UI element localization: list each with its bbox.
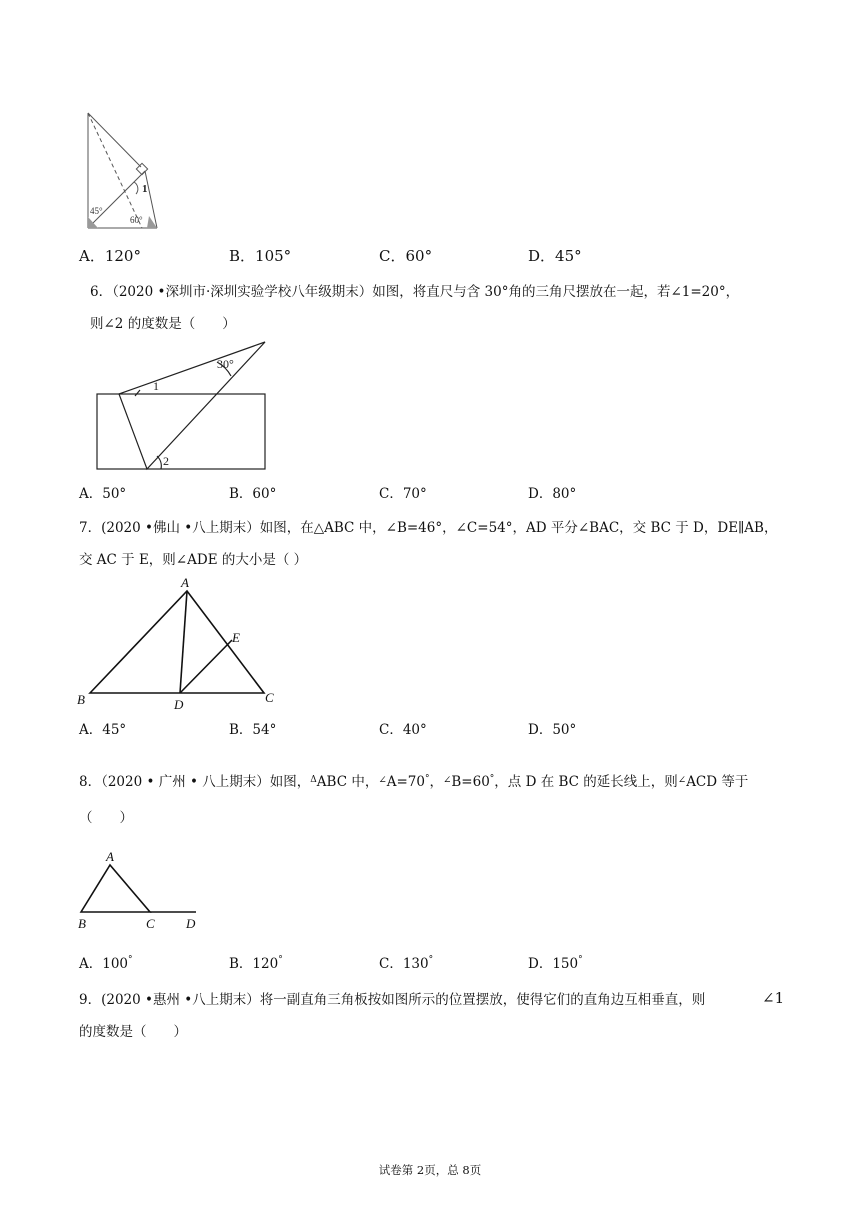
q5-angle-45-label: 45° (90, 206, 103, 216)
q7-option-c: C．40° (379, 722, 427, 738)
q8-triangle-abc (81, 865, 150, 912)
q9-angle-1: ∠1 (762, 989, 785, 1007)
q6-option-a: A．50° (79, 486, 127, 502)
q5-option-c: C．60° (379, 247, 433, 265)
q7-option-a: A．45° (79, 722, 127, 738)
q5-45-corner (88, 217, 98, 228)
q6-stem-line1: 6．（2020 •深圳市·深圳实验学校八年级期末）如图，将直尺与含 30°角的三角尺摆放在一起，若∠1=20°， (90, 284, 740, 300)
q7-segment-ad (180, 591, 187, 693)
q7-label-c: C (265, 690, 274, 705)
q8-label-d: D (186, 916, 196, 931)
q6-angle1-tick (135, 390, 140, 396)
q7-label-b: B (77, 692, 85, 707)
q7-option-b: B．54° (229, 722, 277, 738)
q5-angle1-arc (134, 182, 138, 194)
q9-stem-line2: 的度数是（ ） (79, 1024, 187, 1040)
q6-triangle (119, 342, 265, 469)
q5-option-a: A．120° (79, 247, 141, 265)
q6-angle-2-label: 2 (163, 454, 169, 468)
q6-stem-line2: 则∠2 的度数是（ ） (90, 316, 236, 332)
q5-right-angle-mark (136, 163, 147, 174)
q5-angle-60-label: 60° (130, 215, 143, 225)
q5-option-d: D．45° (528, 247, 582, 265)
page-footer: 试卷第 2页，总 8页 (378, 1163, 482, 1177)
q6-option-c: C．70° (379, 486, 427, 502)
q7-stem-line1: 7．(2020 •佛山 •八上期末）如图，在△ABC 中，∠B=46°，∠C=54°，AD 平分∠BAC，交 BC 于 D，DE∥AB， (79, 520, 778, 536)
q5-hypotenuse-top (88, 113, 141, 167)
q8-triangle-symbol: Δ (310, 775, 317, 785)
q8-label-c: C (146, 916, 155, 931)
q8-label-b: B (78, 916, 86, 931)
q5-angle-1-label: 1 (142, 183, 148, 195)
q5-option-b: B．105° (229, 247, 292, 265)
q7-stem-line2: 交 AC 于 E，则∠ADE 的大小是（ ） (79, 552, 308, 568)
q8-figure (76, 848, 206, 933)
q7-option-d: D．50° (528, 722, 577, 738)
q8-option-c: C．130° (379, 955, 434, 972)
q8-option-a: A．100° (79, 955, 133, 972)
q6-figure (95, 338, 275, 473)
q6-ruler (97, 394, 265, 469)
q9-stem-line1: 9．(2020 •惠州 •八上期末）将一副直角三角板按如图所示的位置摆放，使得它们的直角边互相垂直，则 (79, 992, 706, 1008)
q8-label-a: A (106, 849, 114, 864)
q7-label-d: D (174, 697, 184, 712)
q7-label-e: E (232, 630, 240, 645)
q7-segment-de (180, 640, 232, 693)
q7-label-a: A (181, 575, 189, 590)
q6-angle-1-label: 1 (153, 379, 159, 393)
q8-stem-line2: （ ） (79, 810, 133, 826)
q5-figure (82, 110, 162, 235)
q6-angle-30-label: 30° (217, 357, 234, 371)
q8-option-d: D．150° (528, 955, 583, 972)
q8-stem-line1: 8．（2020 • 广州 • 八上期末）如图，$^\Delta$ABC 中，∠A=70°，∠B=60°，点 D 在 BC 的延长线上，则∠ACD 等于 (79, 774, 749, 790)
q7-figure (75, 575, 285, 713)
q6-option-b: B．60° (229, 486, 277, 502)
q6-option-d: D．80° (528, 486, 577, 502)
q8-option-b: B．120° (229, 955, 283, 972)
